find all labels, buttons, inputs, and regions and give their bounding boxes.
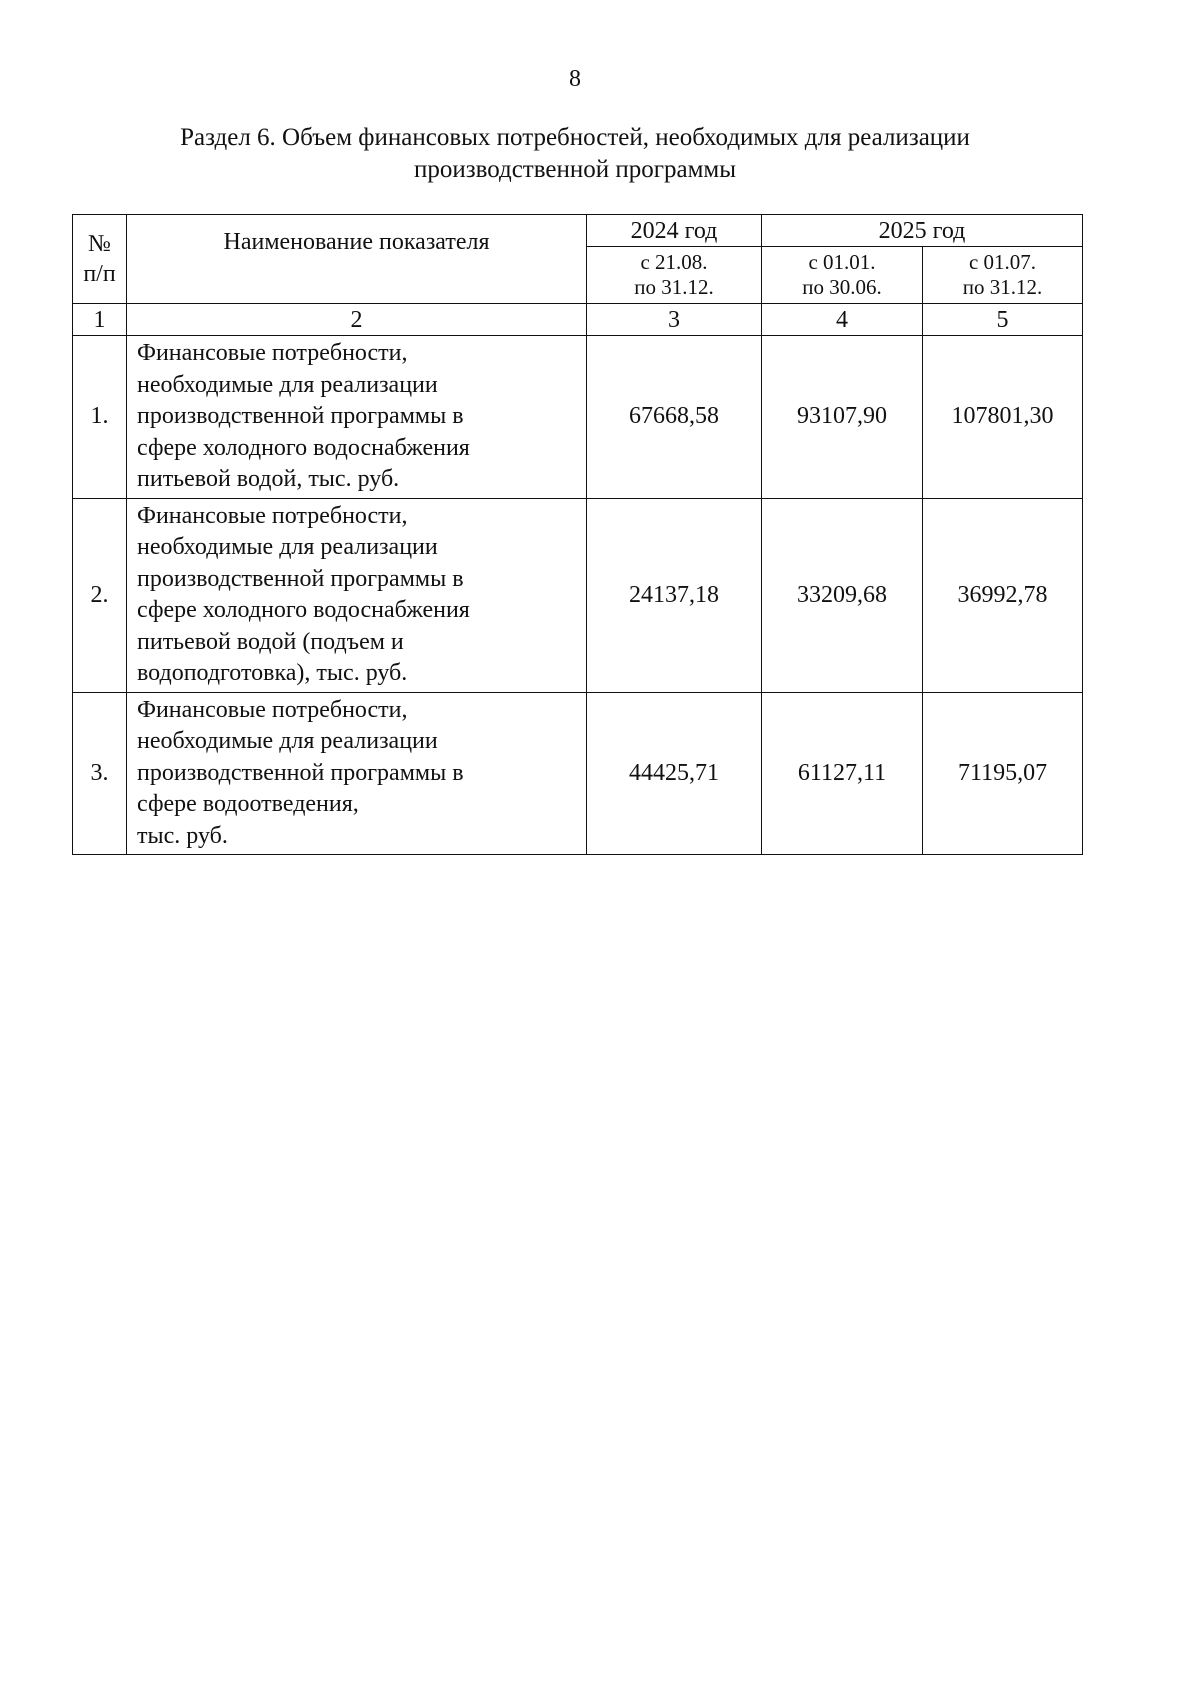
- indicator-name-line: сфере холодного водоснабжения: [137, 597, 470, 623]
- header-period-2-to: по 30.06.: [802, 275, 882, 299]
- header-period-3-from: с 01.07.: [968, 250, 1037, 274]
- value-2025-period-1: 93107,90: [762, 336, 923, 499]
- indicator-name-line: производственной программы в: [137, 565, 464, 592]
- value-2024-period-1: 44425,71: [587, 692, 762, 855]
- column-index-cell: 3: [587, 304, 762, 336]
- indicator-name-line: сфере холодного водоснабжения: [137, 434, 470, 461]
- value-2025-period-1: 61127,11: [762, 692, 923, 855]
- indicator-name-line: производственной программы в: [137, 759, 464, 786]
- header-num: [73, 215, 127, 304]
- indicator-name-line: тыс. руб.: [137, 822, 228, 849]
- header-year-2024: 2024 год: [587, 215, 762, 247]
- section-title-line-2: производственной программы: [413, 156, 737, 183]
- value-2025-period-2: 107801,30: [923, 336, 1083, 499]
- header-period-3: [923, 247, 1083, 304]
- indicator-name-line: сфере водоотведения,: [137, 791, 359, 817]
- header-period-2: [762, 247, 923, 304]
- indicator-name-line: питьевой водой (подъем и: [137, 628, 404, 655]
- value-2025-period-1: 33209,68: [762, 498, 923, 692]
- indicator-name-line: необходимые для реализации: [137, 534, 438, 560]
- table-row: [73, 498, 1083, 692]
- column-index-cell: 2: [127, 304, 587, 336]
- column-index-cell: 4: [762, 304, 923, 336]
- section-title: [0, 122, 1150, 186]
- indicator-name-line: Финансовые потребности,: [137, 502, 408, 529]
- section-title-line-1: Раздел 6. Объем финансовых потребностей, необходимых для реализации: [180, 124, 970, 151]
- indicator-name-line: Финансовые потребности,: [137, 696, 408, 723]
- value-2025-period-2: 71195,07: [923, 692, 1083, 855]
- header-period-3-to: по 31.12.: [962, 275, 1043, 299]
- header-row-years: [73, 215, 1083, 247]
- column-index-cell: 5: [923, 304, 1083, 336]
- header-num-line-2: п/п: [83, 261, 116, 287]
- indicator-name-line: Финансовые потребности,: [137, 340, 408, 366]
- header-period-1: [587, 247, 762, 304]
- row-number: 3.: [73, 692, 127, 855]
- row-number: 1.: [73, 336, 127, 499]
- header-period-2-from: с 01.01.: [808, 250, 876, 274]
- indicator-name: [127, 692, 587, 855]
- indicator-name: [127, 336, 587, 499]
- value-2025-period-2: 36992,78: [923, 498, 1083, 692]
- row-number: 2.: [73, 498, 127, 692]
- header-period-1-from: с 21.08.: [640, 250, 708, 274]
- table-row: [73, 692, 1083, 855]
- financial-needs-table: [72, 214, 1083, 855]
- indicator-name-line: производственной программы в: [137, 403, 464, 429]
- value-2024-period-1: 24137,18: [587, 498, 762, 692]
- column-index-cell: 1: [73, 304, 127, 336]
- page-number: 8: [569, 66, 581, 92]
- indicator-name-line: необходимые для реализации: [137, 371, 438, 398]
- header-num-line-1: №: [88, 231, 111, 257]
- indicator-name-line: необходимые для реализации: [137, 728, 438, 754]
- value-2024-period-1: 67668,58: [587, 336, 762, 499]
- indicator-name-line: питьевой водой, тыс. руб.: [137, 466, 400, 492]
- header-indicator-name: [127, 215, 587, 304]
- column-index-row: [73, 304, 1083, 336]
- header-year-2025: 2025 год: [762, 215, 1083, 247]
- indicator-name-line: водоподготовка), тыс. руб.: [137, 660, 408, 686]
- header-period-1-to: по 31.12.: [634, 275, 714, 299]
- table-row: [73, 336, 1083, 499]
- header-indicator-name-text: Наименование показателя: [223, 229, 490, 255]
- indicator-name: [127, 498, 587, 692]
